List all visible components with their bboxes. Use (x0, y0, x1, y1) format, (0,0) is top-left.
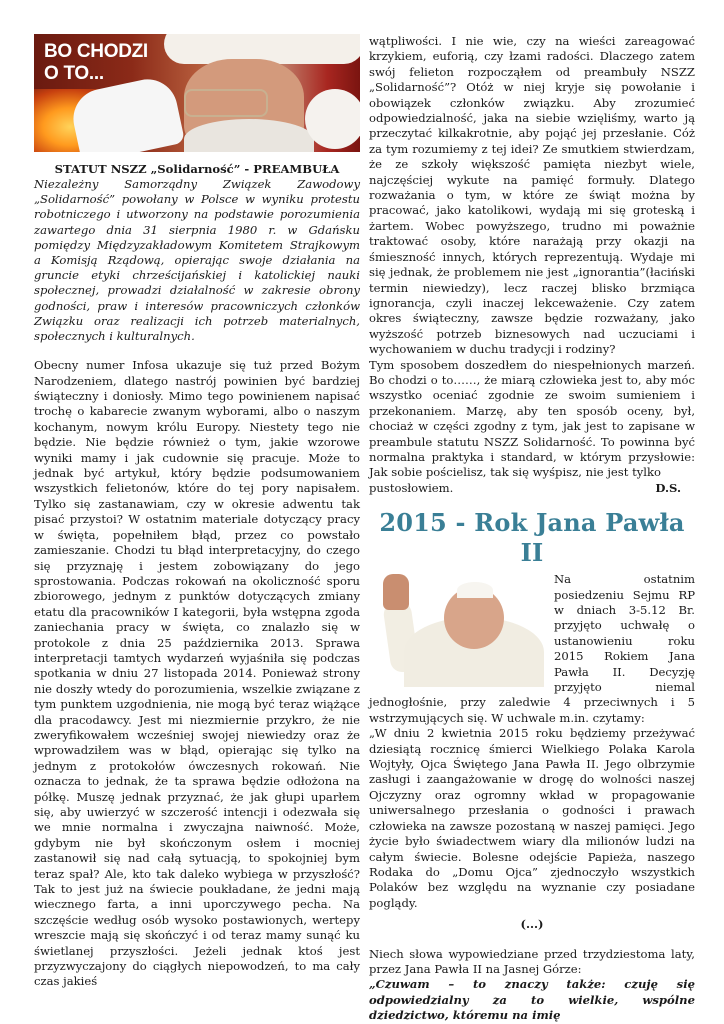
jp2-section-title: 2015 - Rok Jana Pawła II (379, 508, 685, 568)
statut-heading: STATUT NSZZ „Solidarność” - PREAMBUŁA (54, 162, 340, 176)
santa-beard (184, 119, 314, 152)
waving-hand-icon (383, 574, 409, 610)
jp2-closing-text: Niech słowa wypowiedziane przed trzydziestoma laty, przez Jana Pawła II na Jasnej Górze: (369, 946, 695, 976)
pope-photo (369, 572, 544, 687)
zucchetto-cap (457, 582, 493, 598)
banner-title-line2: O TO... (44, 63, 104, 84)
article-continued: wątpliwości. I nie wie, czy na wieści zareagować krzykiem, euforią, czy łzami radości. Dlaczego zatem swój felieton rozpocząłem od preambuły NSZZ „Solidarność”? Otóż w niej kryje się powołanie i obowiązek członków związku. Aby zrozumieć odpowiedzialność, jaka na siebie wzięliśmy, warto ją przeczytać kilkakrotnie, aby pojąć jej przesłanie. Cóż za tym rozumiemy z tej idei? Ze smutkiem stwierdzam, że ze szkoły większość pamięta niezbyt wiele, najczęściej wykute na pamięć formuły. Dlatego rozważania o tym, w które ze świąt można by pracować, jako katolikowi, wydają mi się groteską i żartem. Wobec powyższego, trudno mi poważnie traktować osoby, które narażają przy okazji na śmieszność innych, których reprezentują. Wydaje mi się jednak, że problemem nie jest „ignorantia”(łaciński termin niewiedzy), lecz raczej blisko brzmiąca ignorancja, czyli inaczej lekceważenie. Czy zatem okres świąteczny, zawsze będzie rozważany, jako wyższość potrzeb biznesowych nad uczuciami i wychowaniem w duchu tradycji i rodziny? (369, 34, 695, 357)
left-column (34, 34, 360, 990)
jp2-resolution-quote: „W dniu 2 kwietnia 2015 roku będziemy przeżywać dziesiątą rocznicę śmierci Wielkiego Polaka Karola Wojtyły, Ojca Świętego Jana Pawła II. Jego olbrzymie zasługi i zaangażowanie w drogę do wolności naszej Ojczyzny oraz ogromny wkład w propagowanie uniwersalnego przesłania o godności i prawach człowieka na zawsze pozostaną w naszej pamięci. Jego życie było świadectwem wiary dla milionów ludzi na całym świecie. Bolesne odejście Papieża, naszego Rodaka do „Domu Ojca” zjednoczyło wszystkich Polaków bez względu na wyznanie czy posiadane poglądy. (369, 726, 695, 910)
article-signature-line (369, 481, 695, 496)
banner-title (44, 41, 148, 85)
hat-pompom (305, 89, 360, 149)
right-column (369, 34, 695, 1024)
jp2-intro-text: Na ostatnim posiedzeniu Sejmu RP w dniach 3-5.12 Br. przyjęto uchwałę o ustanowieniu roku 2015 Rokiem Jana Pawła II. Decyzję przyjęto niemal jednogłośnie, przy zaledwie 4 przeciwnych i 5 wstrzymujących się. W uchwale m.in. czytamy: (369, 572, 695, 725)
quote-ellipsis: (...) (520, 917, 544, 932)
jp2-section (369, 572, 695, 1023)
article-last-word: pustosłowiem. (369, 480, 454, 495)
jasna-gora-quote: „Czuwam – to znaczy także: czuję się odpowiedzialny za to wielkie, wspólne dziedzictwo, któremu na imię (369, 977, 695, 1023)
white-glove (68, 74, 185, 152)
article-body: Obecny numer Infosa ukazuje się tuż przed Bożym Narodzeniem, dlatego nastrój powinien być bardziej świąteczny i doniosły. Mimo tego powinienem napisać trochę o kabarecie zwanym wyborami, albo o naszym kochanym, nowym królu Europy. Niestety tego nie będzie. Nie będzie również o tym, jakie wzorowe wyniki mamy i jak cudownie się pracuje. Może to jednak być artykuł, który będzie podsumowaniem wszystkich felietonów, które do tej pory napisałem. Tylko się zastanawiam, czy w okresie adwentu tak pisać przystoi? W ostatnim materiale dotyczący pracy w święta, popełniłem błąd, przez co powstało zamieszanie. Chodzi tu błąd interpretacyjny, do czego się przyznaję i jestem zobowiązany do jego sprostowania. Podczas rokowań na okoliczność sporu zbiorowego, jednym z punktów dotyczących zmiany etatu dla pracowników I kategorii, była wstępna zgoda zaniechania pracy w święta, co znalazło się w protokole z dnia 25 października 2013. Sprawa interpretacji tamtych wydarzeń wyjaśniła się podczas spotkania w dniu 27 listopada 2014. Ponieważ strony nie doszły wtedy do porozumienia, wszelkie związane z tym punktem uzgodnienia, nie mogą być teraz wiążące dla pracodawcy. Jest mi niezmiernie przykro, że nie zweryfikowałem wcześniej swojej niewiedzy oraz że wprowadziłem was w błąd, opierając się tylko na jednym z protokołów ówczesnych rokowań. Nie oznacza to jednak, że ta sprawa będzie odłożona na półkę. Muszę jednak przyznać, że jak głupi uparłem się, aby uwierzyć w szczerość intencji i odezwała się we mnie normalna i zwyczajna naiwność. Może, gdybym nie był skończonym osłem i mocniej zastanowił się nad całą sytuacją, to spokojniej bym teraz spał? Ale, kto tak daleko wybiega w przyszłość? Tak to jest już na świecie poukładane, że jedni mają wiecznego farta, a inni uporczywego pecha. Na szczęście według osób wysoko postawionych, wertepy wreszcie mają się skończyć i od teraz mamy sunąć ku świetlanej przyszłości. Jeżeli jednak ktoś jest przyzwyczajony do ciągłych niepowodzeń, to ma cały czas jakieś (34, 358, 360, 989)
banner-title-line1: BO CHODZI (44, 41, 148, 62)
preamble-text: Niezależny Samorządny Związek Zawodowy „Solidarność” powołany w Polsce w wyniku protestu robotniczego i utworzony na podstawie porozumienia zawartego dnia 31 sierpnia 1980 r. w Gdańsku pomiędzy Międzyzakładowym Komitetem Strajkowym a Komisją Rządową, opierając swoje działania na gruncie etyki chrześcijańskiej i katolickiej nauki społecznej, prowadzi działalność w zakresie obrony godności, praw i interesów pracowniczych członków Związku oraz realizacji ich potrzeb materialnych, społecznych i kulturalnych. (34, 177, 360, 344)
article-conclusion: Tym sposobem doszedłem do niespełnionych marzeń. Bo chodzi o to……, że miarą człowieka jest to, aby móc wszystko oceniać zgodnie ze swoim sumieniem i przekonaniem. Marzę, aby ten sposób oceny, był, chociaż w części zgodny z tym, jak jest to zapisane w preambule statutu NSZZ Solidarność. To powinna być normalna praktyka i standard, w którym przysłowie: Jak sobie pościelisz, tak się wyśpisz, nie jest tylko (369, 357, 695, 480)
author-signature: D.S. (655, 480, 681, 495)
santa-banner-image (34, 34, 360, 152)
glasses-icon (184, 89, 268, 117)
